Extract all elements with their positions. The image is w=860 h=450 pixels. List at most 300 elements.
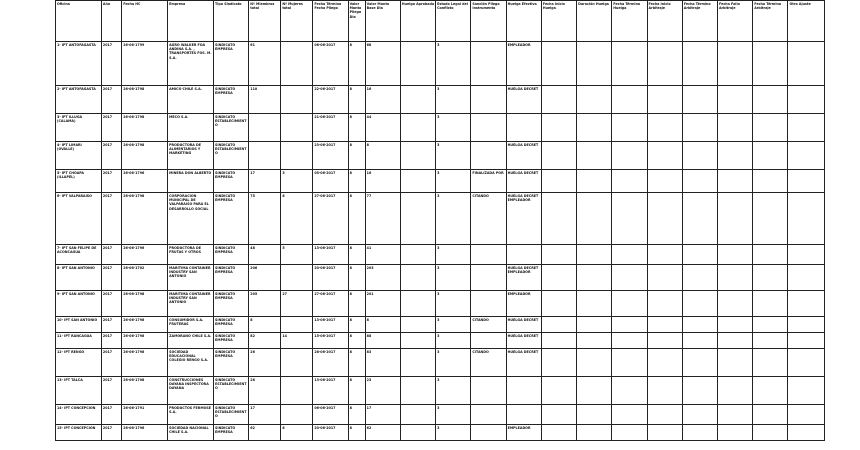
table-cell [788, 142, 825, 170]
column-header: Valor Monto Base Dia [365, 1, 400, 42]
table-cell [753, 265, 788, 291]
table-cell: SINDICATO EMPRESA [214, 425, 249, 441]
table-cell: 5- IPT CHOAPA (ILLAPEL) [56, 170, 102, 193]
table-cell [400, 317, 435, 333]
column-header: Valor Monto Pliego Dia [348, 1, 365, 42]
table-cell [541, 245, 576, 265]
table-cell: 05-06-2017 [313, 170, 348, 193]
table-cell [682, 193, 717, 245]
table-cell [718, 291, 753, 317]
table-cell [400, 170, 435, 193]
table-cell: 27-06-2017 [313, 193, 348, 245]
table-cell [471, 425, 506, 441]
table-cell: SINDICATO ESTABLECIMIENTO [214, 405, 249, 425]
table-cell: 201 [365, 291, 400, 317]
column-header: Fecha Término Arbitraje [753, 1, 788, 42]
table-cell: HUELGA DECRET [506, 86, 541, 114]
table-cell: 3 [436, 349, 471, 377]
table-cell: 2017 [101, 405, 121, 425]
table-cell [471, 245, 506, 265]
table-cell: 11- IPT RANCAGUA [56, 333, 102, 349]
table-cell: 26-06-1796 [122, 425, 168, 441]
table-cell: 8 [348, 349, 365, 377]
column-header: Fecha Fallo Arbitraje [718, 1, 753, 42]
table-cell [541, 291, 576, 317]
table-cell: 20-06-2017 [313, 425, 348, 441]
table-cell: 26-06-1798 [122, 349, 168, 377]
table-cell [249, 142, 281, 170]
table-cell [577, 170, 612, 193]
table-cell: 17 [365, 405, 400, 425]
table-cell [612, 170, 647, 193]
table-cell [471, 291, 506, 317]
table-cell: 3 [436, 142, 471, 170]
table-cell: 06-06-2017 [313, 405, 348, 425]
table-row [56, 333, 825, 349]
table-cell: 26-06-1791 [122, 405, 168, 425]
column-header: Fecha Término Huelga [612, 1, 647, 42]
table-cell [647, 42, 682, 86]
table-cell: HUELGA DECRET [506, 333, 541, 349]
table-cell: 61 [249, 42, 281, 86]
spreadsheet [55, 0, 825, 441]
table-cell [682, 333, 717, 349]
table-cell [647, 405, 682, 425]
table-cell: SINDICATO EMPRESA [214, 245, 249, 265]
table-cell [682, 42, 717, 86]
table-cell [788, 42, 825, 86]
table-cell [647, 86, 682, 114]
table-cell: CONSUMIDOR S.A. FRUTERAS [168, 317, 214, 333]
table-cell: 8 [348, 265, 365, 291]
table-cell: 14- IPT CONCEPCION [56, 405, 102, 425]
table-cell [682, 170, 717, 193]
table-cell: 82 [249, 333, 281, 349]
table-cell: 62 [249, 425, 281, 441]
table-cell: 3 [436, 193, 471, 245]
table-cell [753, 114, 788, 142]
table-cell: 8 [348, 317, 365, 333]
table-cell [718, 142, 753, 170]
table-cell: 48 [249, 245, 281, 265]
table-cell [577, 193, 612, 245]
column-header: Nº Mujeres total [281, 1, 313, 42]
table-cell: 2017 [101, 425, 121, 441]
table-cell: 1- IPT ANTOFAGASTA [56, 42, 102, 86]
table-cell [788, 114, 825, 142]
table-cell: 26-06-1796 [122, 245, 168, 265]
table-row [56, 114, 825, 142]
table-cell: EMPLEADOR [506, 291, 541, 317]
column-header: Sanción Pliego Instrumento [471, 1, 506, 42]
table-cell [400, 377, 435, 405]
table-cell: 2017 [101, 42, 121, 86]
column-header: Año [101, 1, 121, 42]
table-cell: 68 [365, 42, 400, 86]
table-cell [471, 333, 506, 349]
table-cell: 3 [436, 291, 471, 317]
table-cell [541, 142, 576, 170]
table-cell [682, 142, 717, 170]
table-cell [647, 377, 682, 405]
table-cell [612, 86, 647, 114]
table-cell [753, 291, 788, 317]
table-cell: 2017 [101, 317, 121, 333]
table-cell: 27-06-2017 [313, 291, 348, 317]
table-cell: 41 [365, 245, 400, 265]
table-cell [612, 349, 647, 377]
table-cell [281, 114, 313, 142]
column-header: Otro Ajuste [788, 1, 825, 42]
table-cell: 3 [436, 317, 471, 333]
table-row [56, 405, 825, 425]
table-cell [753, 377, 788, 405]
table-cell [753, 405, 788, 425]
table-cell: AMICO CHILE S.A. [168, 86, 214, 114]
column-header: Huelga Efectiva [506, 1, 541, 42]
table-cell: 17 [249, 405, 281, 425]
table-cell: 16 [365, 170, 400, 193]
table-cell [753, 170, 788, 193]
table-cell [577, 425, 612, 441]
table-cell [281, 265, 313, 291]
table-cell: 88 [365, 333, 400, 349]
table-cell: 110 [249, 86, 281, 114]
table-cell [753, 42, 788, 86]
table-cell: 14 [281, 333, 313, 349]
table-cell: 3 [436, 86, 471, 114]
table-cell [647, 170, 682, 193]
table-cell: HUELGA DECRET EMPLEADOR [506, 265, 541, 291]
table-cell: HUELGA DECRET [506, 142, 541, 170]
column-header: Fecha Término Arbitraje [682, 1, 717, 42]
column-header: Tipo Sindicato [214, 1, 249, 42]
table-cell [541, 333, 576, 349]
table-cell [788, 170, 825, 193]
table-cell: 8 [348, 193, 365, 245]
table-cell: FINALIZADA POR [471, 170, 506, 193]
table-cell [471, 114, 506, 142]
table-row [56, 291, 825, 317]
column-header: Oficina [56, 1, 102, 42]
table-cell: 3 [436, 114, 471, 142]
table-cell [753, 86, 788, 114]
table-cell: 9- IPT SAN ANTONIO [56, 291, 102, 317]
table-cell: 23-06-2017 [313, 142, 348, 170]
table-cell: 206 [249, 265, 281, 291]
table-cell: CITANDO [471, 349, 506, 377]
table-cell: 17 [249, 170, 281, 193]
table-cell: SINDICATO ESTABLECIMIENTO [214, 377, 249, 405]
table-cell [718, 317, 753, 333]
table-row [56, 265, 825, 291]
table-cell [400, 405, 435, 425]
table-cell: SINDICATO EMPRESA [214, 86, 249, 114]
table-cell [577, 291, 612, 317]
table-cell: 26-06-1799 [122, 42, 168, 86]
table-cell: 26-06-1796 [122, 170, 168, 193]
table-cell: SINDICATO EMPRESA [214, 291, 249, 317]
table-cell: 75 [249, 193, 281, 245]
table-cell [718, 170, 753, 193]
table-cell [281, 86, 313, 114]
table-cell [400, 333, 435, 349]
table-cell: 8 [348, 86, 365, 114]
table-cell [718, 193, 753, 245]
table-cell: 13-06-2017 [313, 377, 348, 405]
table-row [56, 349, 825, 377]
table-cell [788, 405, 825, 425]
table-cell [647, 265, 682, 291]
table-cell [753, 425, 788, 441]
table-cell: SINDICATO ESTABLECIMIENTO [214, 114, 249, 142]
table-cell: CITANDO [471, 317, 506, 333]
table-cell: 13-06-2017 [313, 317, 348, 333]
table-cell [612, 265, 647, 291]
table-cell [400, 114, 435, 142]
table-cell [647, 425, 682, 441]
table-cell [682, 405, 717, 425]
table-cell: 8 [348, 42, 365, 86]
table-cell: 23 [365, 377, 400, 405]
table-cell [577, 317, 612, 333]
table-cell [682, 317, 717, 333]
table-cell: HUELGA DECRET EMPLEADOR [506, 193, 541, 245]
table-cell: CORPORACION MUNICIPAL DE VALPARAISO PARA EL DESARROLLO SOCIAL [168, 193, 214, 245]
table-cell [541, 42, 576, 86]
table-row [56, 245, 825, 265]
table-cell [400, 425, 435, 441]
table-cell: 28-06-2017 [313, 349, 348, 377]
table-cell: 205 [249, 291, 281, 317]
table-row [56, 170, 825, 193]
data-table [55, 0, 825, 441]
column-header: Nº Miembros total [249, 1, 281, 42]
table-cell: 2017 [101, 114, 121, 142]
table-cell: 3 [436, 377, 471, 405]
table-cell [400, 291, 435, 317]
table-cell: 77 [365, 193, 400, 245]
table-cell [682, 114, 717, 142]
table-cell: 22-06-2017 [313, 86, 348, 114]
header-row [56, 1, 825, 42]
table-cell: 2017 [101, 170, 121, 193]
column-header: Duración Huelga [577, 1, 612, 42]
table-cell [281, 405, 313, 425]
table-cell [400, 193, 435, 245]
table-cell [281, 377, 313, 405]
table-cell [541, 86, 576, 114]
table-cell [612, 193, 647, 245]
table-cell [577, 42, 612, 86]
table-cell: SINDICATO EMPRESA [214, 193, 249, 245]
table-cell [647, 317, 682, 333]
table-cell: 4- IPT LIMARI (OVALLE) [56, 142, 102, 170]
table-cell: PRODUCTOS FERMOSE S.A. [168, 405, 214, 425]
table-cell [612, 405, 647, 425]
table-cell: 8 [281, 193, 313, 245]
table-cell: 2017 [101, 291, 121, 317]
table-cell [647, 245, 682, 265]
table-cell [718, 245, 753, 265]
table-cell [471, 405, 506, 425]
table-cell: 44 [365, 114, 400, 142]
table-cell: AGRO WALKER FOA ANDINA S.A. , TRANSPORTES FOS. M. S.A. [168, 42, 214, 86]
table-cell: 27 [281, 291, 313, 317]
table-cell: 8 [348, 114, 365, 142]
table-cell: 8 [348, 291, 365, 317]
table-cell: 8 [348, 333, 365, 349]
table-cell: MARITIMA CONTAINER INDUSTRY SAN ANTONIO [168, 265, 214, 291]
table-cell: 2017 [101, 193, 121, 245]
table-cell: 20-06-2017 [313, 265, 348, 291]
table-cell: 8 [348, 405, 365, 425]
table-cell [506, 245, 541, 265]
table-row [56, 42, 825, 86]
table-cell [577, 245, 612, 265]
table-cell: HUELGA DECRET [506, 349, 541, 377]
table-cell [541, 114, 576, 142]
table-row [56, 317, 825, 333]
table-cell [612, 333, 647, 349]
table-cell: 15- IPT CONCEPCION [56, 425, 102, 441]
table-cell: 203 [365, 265, 400, 291]
table-cell [682, 425, 717, 441]
table-row [56, 193, 825, 245]
table-cell: 2017 [101, 377, 121, 405]
table-cell: PRODUCTORA DE ALIMENTARIOS Y MARKETING [168, 142, 214, 170]
table-cell: 2017 [101, 349, 121, 377]
table-cell [788, 245, 825, 265]
table-cell: 6- IPT VALPARAISO [56, 193, 102, 245]
table-cell [400, 349, 435, 377]
table-cell [682, 265, 717, 291]
column-header: Empresa [168, 1, 214, 42]
table-cell [471, 86, 506, 114]
table-cell: CONSTRUCCIONES DAYANA INSPECTORA DAYANA [168, 377, 214, 405]
table-cell [788, 317, 825, 333]
table-cell [788, 333, 825, 349]
table-cell [682, 349, 717, 377]
table-cell: PRODUCTORA DE FRUTAS Y OTROS [168, 245, 214, 265]
table-cell [249, 114, 281, 142]
table-cell: SOCIEDAD NACIONAL CHILE S.A. [168, 425, 214, 441]
table-cell [647, 193, 682, 245]
table-cell: SINDICATO ESTABLECIMIENTO [214, 142, 249, 170]
table-cell [400, 245, 435, 265]
table-cell [682, 291, 717, 317]
table-cell [753, 317, 788, 333]
table-cell: MECO S.A. [168, 114, 214, 142]
table-cell [788, 349, 825, 377]
table-cell: 7- IPT SAN FELIPE DE ACONCAGUA [56, 245, 102, 265]
table-cell: 2017 [101, 265, 121, 291]
table-cell [612, 142, 647, 170]
table-cell [718, 425, 753, 441]
table-cell: 26-06-1798 [122, 333, 168, 349]
table-cell [612, 114, 647, 142]
table-cell: 8 [348, 425, 365, 441]
table-cell [577, 114, 612, 142]
table-cell: 8 [365, 317, 400, 333]
table-cell [281, 142, 313, 170]
table-cell: 2- IPT ANTOFAGASTA [56, 86, 102, 114]
table-cell [647, 142, 682, 170]
table-cell: 26-06-1702 [122, 265, 168, 291]
table-cell [541, 265, 576, 291]
table-cell [718, 405, 753, 425]
column-header: Fecha Término Fecha Pliego [313, 1, 348, 42]
table-cell: SOCIEDAD EDUCACIONAL COLEGIO RENGO S.A. [168, 349, 214, 377]
table-cell [471, 265, 506, 291]
table-cell: HUELGA DECRET [506, 170, 541, 193]
table-cell [718, 349, 753, 377]
table-cell [788, 265, 825, 291]
table-cell [541, 170, 576, 193]
table-row [56, 86, 825, 114]
table-cell: 13- IPT TALCA [56, 377, 102, 405]
table-cell: SINDICATO EMPRESA [214, 265, 249, 291]
table-cell [718, 86, 753, 114]
table-cell: EMPLEADOR [506, 425, 541, 441]
table-cell: 3 [436, 245, 471, 265]
table-cell [281, 349, 313, 377]
table-cell [718, 377, 753, 405]
table-cell: 28 [249, 377, 281, 405]
table-cell: 8 [348, 170, 365, 193]
table-cell: 10- IPT SAN ANTONIO [56, 317, 102, 333]
table-cell [682, 377, 717, 405]
table-cell [612, 42, 647, 86]
table-header [56, 1, 825, 42]
table-cell: 26-06-1798 [122, 193, 168, 245]
table-cell: 3 [281, 170, 313, 193]
table-cell: 06-06-2017 [313, 42, 348, 86]
column-header: Fecha Inicio Arbitraje [647, 1, 682, 42]
table-cell [788, 291, 825, 317]
table-cell [506, 377, 541, 405]
table-cell [577, 265, 612, 291]
table-cell: SINDICATO EMPRESA [214, 349, 249, 377]
table-cell [647, 333, 682, 349]
table-cell: SINDICATO EMPRESA [214, 333, 249, 349]
table-cell: 83 [365, 349, 400, 377]
table-cell [682, 86, 717, 114]
table-cell [718, 265, 753, 291]
table-cell: MINERA DON ALBERTO [168, 170, 214, 193]
table-cell: CITANDO [471, 193, 506, 245]
table-cell [753, 193, 788, 245]
table-cell: 13-06-2017 [313, 245, 348, 265]
table-cell [400, 42, 435, 86]
table-cell [753, 349, 788, 377]
table-cell [577, 86, 612, 114]
table-cell [577, 377, 612, 405]
column-header: Fecha HC [122, 1, 168, 42]
table-cell: 26-06-1798 [122, 86, 168, 114]
table-cell [541, 317, 576, 333]
table-cell: 26 [249, 349, 281, 377]
table-cell [281, 42, 313, 86]
table-cell: 3 [436, 42, 471, 86]
table-cell: 3 [436, 405, 471, 425]
table-row [56, 142, 825, 170]
table-cell [647, 291, 682, 317]
table-cell [471, 377, 506, 405]
table-cell: 26-06-1798 [122, 114, 168, 142]
table-row [56, 377, 825, 405]
table-cell [281, 317, 313, 333]
